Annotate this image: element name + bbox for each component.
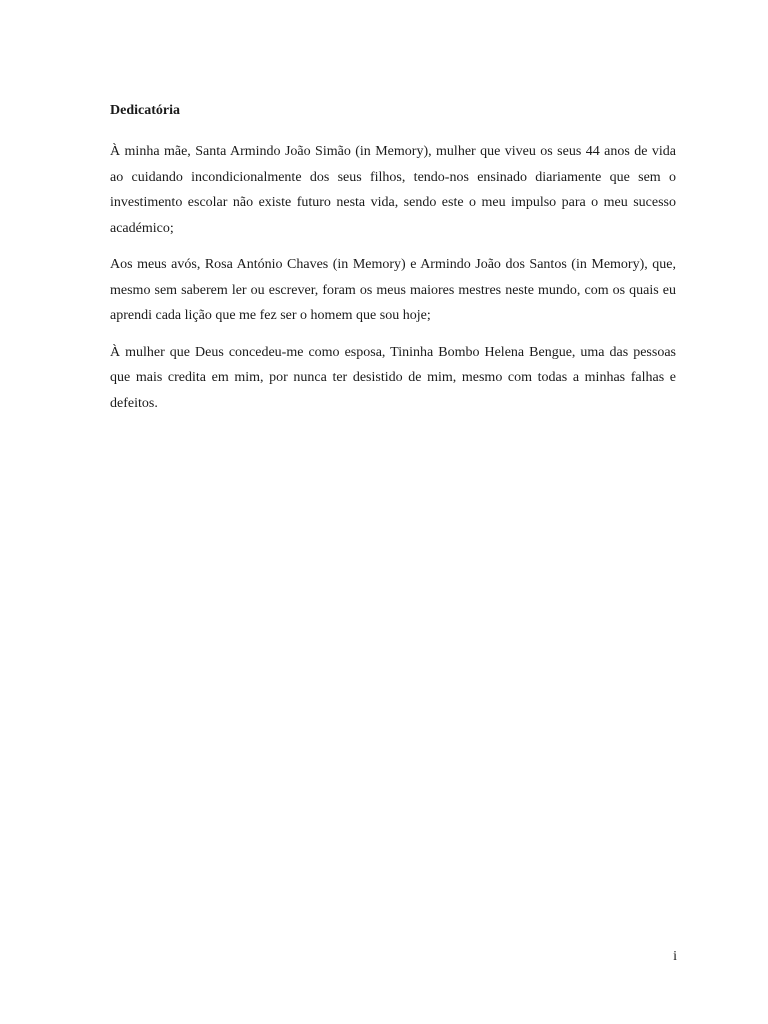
section-heading: Dedicatória [110, 103, 180, 118]
dedication-paragraph-mother: À minha mãe, Santa Armindo João Simão (in Memory), mulher que viveu os seus 44 anos de vida ao cuidando incondicionalmente dos seus filhos, tendo-nos ensinado diariamente que sem o investimento escolar não existe futuro nesta vida, sendo este o meu impulso para o meu sucesso académico; [110, 144, 676, 236]
dedication-section [110, 101, 676, 427]
page-number: i [673, 949, 677, 964]
dedication-paragraph-wife: À mulher que Deus concedeu-me como esposa, Tininha Bombo Helena Bengue, uma das pessoas que mais credita em mim, por nunca ter desistido de mim, mesmo com todas a minhas falhas e defeitos. [110, 344, 676, 411]
dedication-paragraph-grandparents: Aos meus avós, Rosa António Chaves (in Memory) e Armindo João dos Santos (in Memory), que, mesmo sem saberem ler ou escrever, foram os meus maiores mestres neste mundo, com os quais eu aprendi cada lição que me fez ser o homem que sou hoje; [110, 257, 676, 323]
